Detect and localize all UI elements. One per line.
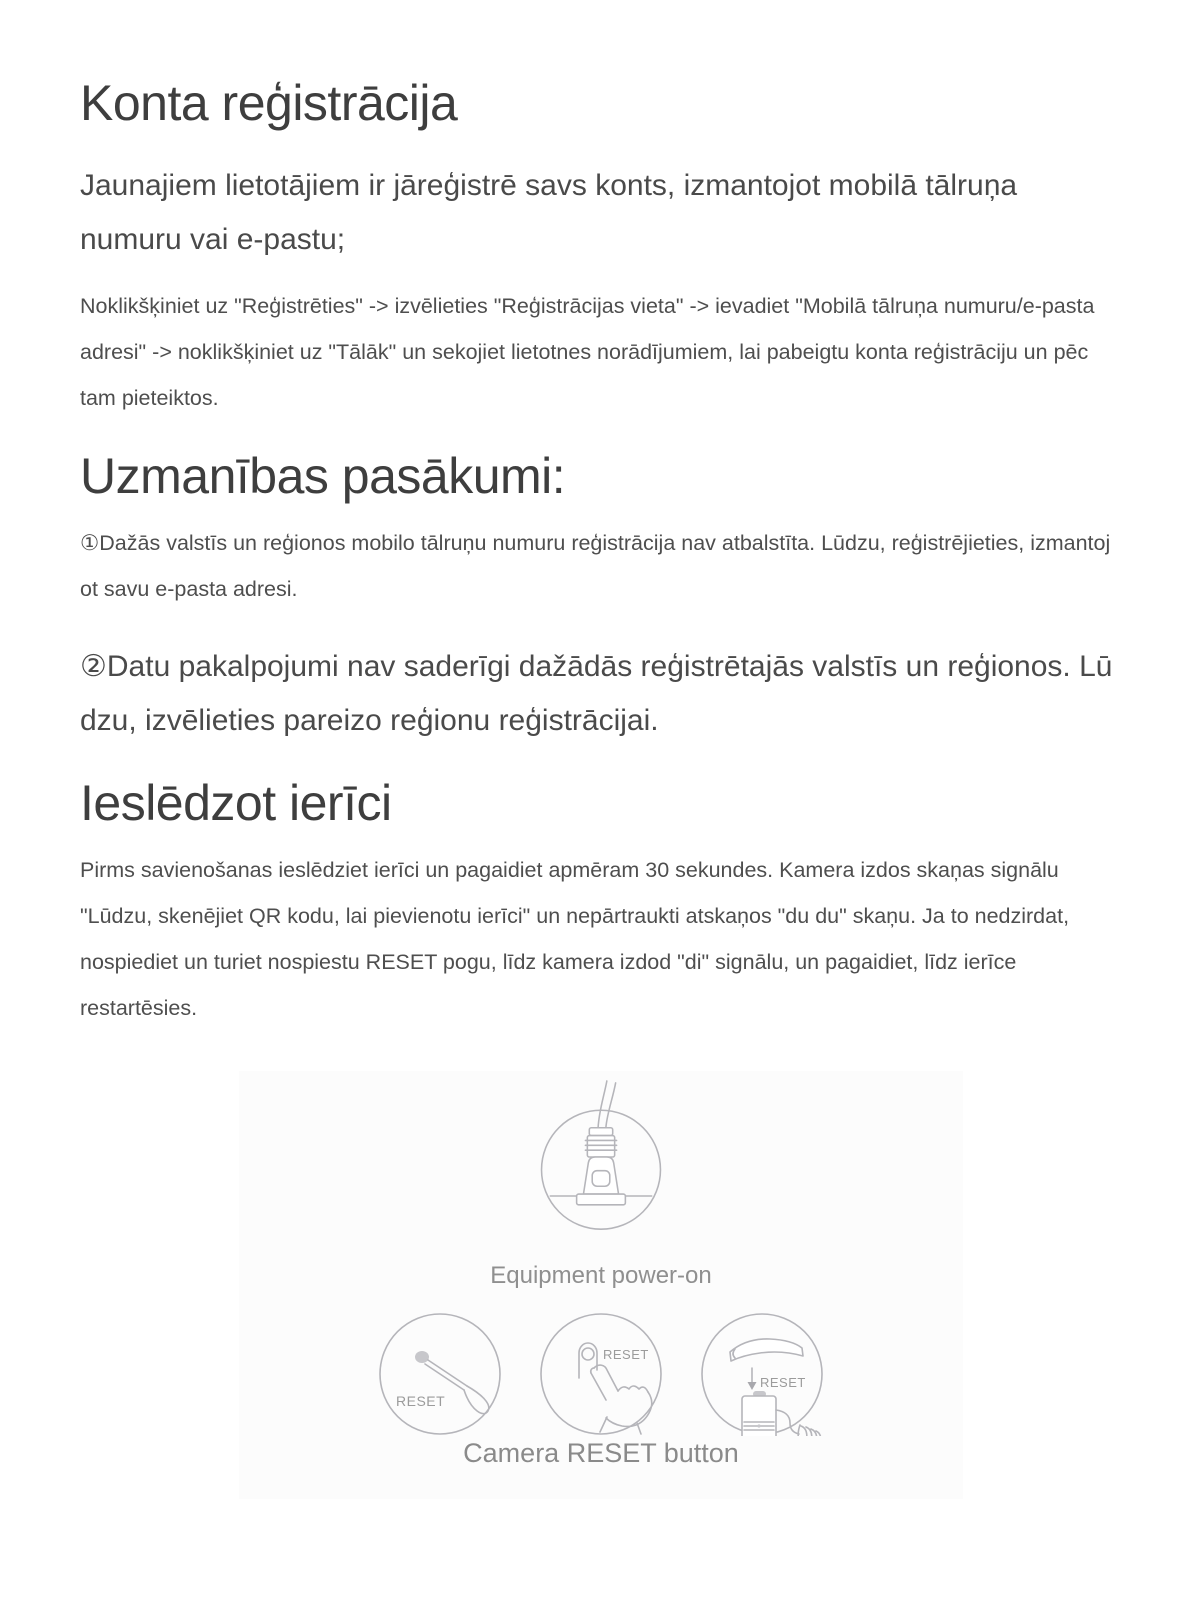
power-plug-illustration — [523, 1075, 679, 1241]
reset-illustrations-row — [239, 1312, 963, 1436]
reset-caption: Camera RESET button — [463, 1438, 739, 1468]
account-registration-intro: Jaunajiem lietotājiem ir jāreģistrē savs konts, izmantojot mobilā tālruņa numuru vai e-pastu; — [80, 169, 1018, 256]
press-top-reset-illustration — [700, 1312, 824, 1436]
section-heading-account-registration: Konta reģistrācija — [80, 75, 458, 131]
power-on-body: Pirms savienošanas ieslēdziet ierīci un pagaidiet apmēram 30 sekundes. Kamera izdos skaņas signālu "Lūdzu, skenējiet QR kodu, lai pievienotu ierīci" un nepārtraukti atskaņos "du du" skaņu. Ja to nedzirdat, nospiediet un turiet nospiestu RESET pogu, līdz kamera izdod "di" signālu, un pagaidiet, līdz ierīce restartēsies. — [80, 858, 1070, 1020]
reset-label: RESET — [603, 1347, 649, 1362]
reset-label: RESET — [396, 1393, 446, 1409]
reset-label: RESET — [760, 1375, 806, 1390]
press-reset-button-illustration — [539, 1312, 663, 1436]
reset-pin-tool-illustration — [378, 1312, 502, 1436]
precaution-item-2: ②Datu pakalpojumi nav saderīgi dažādās reģistrētajās valstīs un reģionos. Lūdzu, izvēlieties pareizo reģionu reģistrācijai. — [80, 650, 1113, 737]
precaution-item-1: ①Dažās valstīs un reģionos mobilo tālruņu numuru reģistrācija nav atbalstīta. Lūdzu, reģistrējieties, izmantojot savu e-pasta adresi. — [80, 531, 1111, 601]
power-on-caption: Equipment power-on — [490, 1262, 712, 1289]
account-registration-steps: Noklikšķiniet uz "Reģistrēties" -> izvēlieties "Reģistrācijas vieta" -> ievadiet "Mobilā tālruņa numuru/e-pasta adresi" -> noklikšķiniet uz "Tālāk" un sekojiet lietotnes norādījumiem, lai pabeigtu konta reģistrāciju un pēc tam pieteiktos. — [80, 294, 1095, 410]
section-heading-precautions: Uzmanības pasākumi: — [80, 448, 566, 504]
illustrations-block — [239, 1071, 963, 1499]
section-heading-power-on: Ieslēdzot ierīci — [80, 775, 392, 831]
